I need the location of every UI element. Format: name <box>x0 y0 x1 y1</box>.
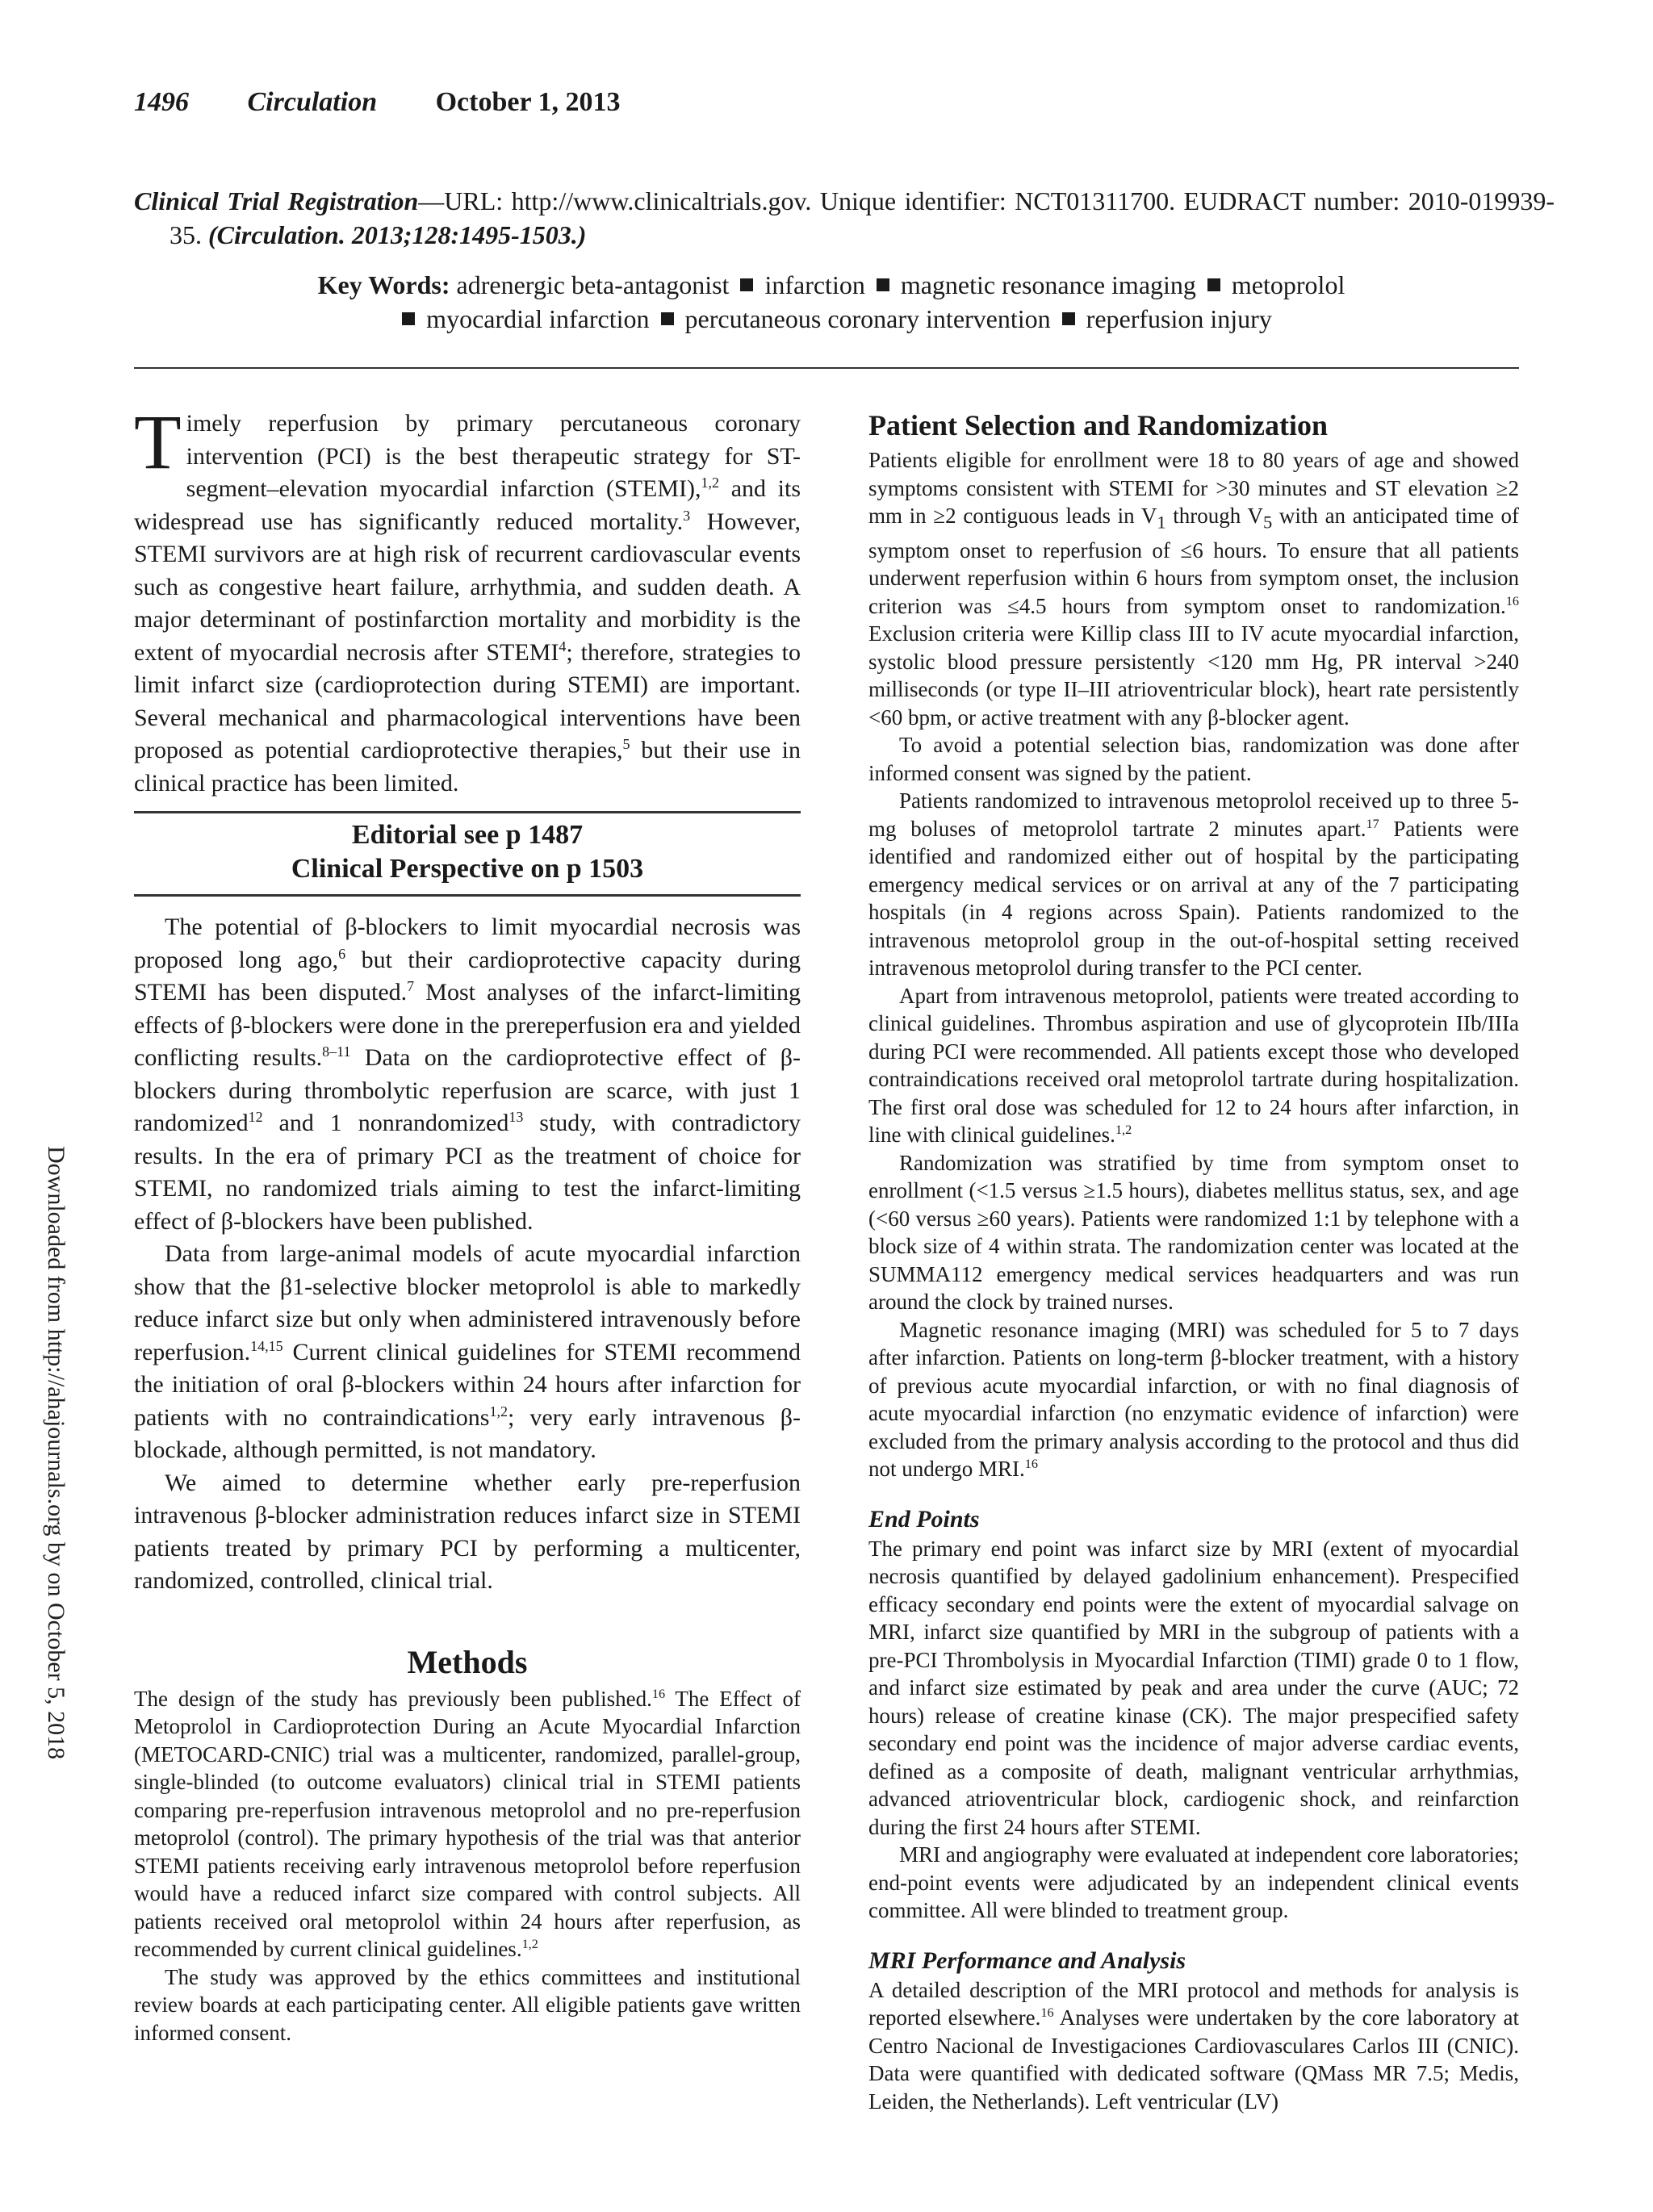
keyword: percutaneous coronary intervention <box>684 304 1051 333</box>
section-heading-patient-selection: Patient Selection and Randomization <box>868 409 1329 441</box>
body-paragraph: Randomization was stratified by time from symptom onset to enrollment (<1.5 versus ≥1.5 hours), diabetes mellitus status, sex, and age (<60 versus ≥60 years). Patients were randomized 1:1 by telephone with a block size of 4 within strata. The randomization center was located at the SUMMA112 emergency medical services headquarters and was run around the clock by trained nurses. <box>868 1150 1519 1315</box>
body-paragraph: Patients randomized to intravenous metoprolol received up to three 5-mg boluses of metoprolol tartrate 2 minutes apart.$^{17}$ Patients were identified and randomized either out of hospital by the participating emergency medical services or on arrival at any of the 7 participating hospitals (in 4 regions across Spain). Patients randomized to the intravenous metoprolol group in the out-of-hospital setting received intravenous metoprolol during transfer to the PCI center. <box>868 788 1519 981</box>
bullet-square-icon <box>877 278 889 291</box>
trial-registration <box>134 184 1555 252</box>
body-paragraph: MRI and angiography were evaluated at independent core laboratories; end-point events were adjudicated by an independent clinical events committee. All were blinded to treatment group. <box>868 1842 1519 1923</box>
body-paragraph: The primary end point was infarct size by MRI (extent of myocardial necrosis quantified by delayed gadolinium enhancement). Prespecified efficacy secondary end points were the extent of myocardial salvage on MRI, infarct size quantified by MRI in the subgroup of patients with a pre-PCI Thrombolysis in Myocardial Infarction (TIMI) grade 0 to 1 flow, and infarct size estimated by peak and area under the curve (AUC; 72 hours) release of creatine kinase (CK). The major prespecified safety secondary end point was the incidence of major adverse cardiac events, defined as a composite of death, malignant ventricular arrhythmias, advanced atrioventricular block, cardiogenic shock, and reinfarction during the first 24 hours after STEMI. <box>868 1536 1519 1839</box>
keyword: infarction <box>764 270 865 299</box>
issue-date: October 1, 2013 <box>435 87 621 117</box>
bullet-square-icon <box>661 312 674 325</box>
registration-label: Clinical Trial Registration <box>134 186 419 215</box>
editorial-box <box>134 811 801 897</box>
bullet-square-icon <box>1062 312 1075 325</box>
bullet-square-icon <box>740 278 753 291</box>
keywords-label: Key Words: <box>317 270 450 299</box>
body-paragraph: We aimed to determine whether early pre-reperfusion intravenous β-blocker administration reduces infarct size in STEMI patients treated by primary PCI by performing a multicenter, randomized, controlled, clinical trial. <box>134 1469 801 1594</box>
body-paragraph: The design of the study has previously been published.$^{16}$ The Effect of Metoprolol in Cardioprotection During an Acute Myocardial Infarction (METOCARD-CNIC) trial was a multicenter, randomized, parallel-group, single-blinded (to outcome evaluators) clinical trial in STEMI patients comparing pre-reperfusion intravenous metoprolol and no pre-reperfusion metoprolol (control). The primary hypothesis of the trial was that anterior STEMI patients receiving early intravenous metoprolol before reperfusion would have a reduced infarct size compared with control subjects. All patients received oral metoprolol within 24 hours after reperfusion, as recommended by current clinical guidelines.$^{1,2}$ <box>134 1686 801 1961</box>
right-column <box>868 408 1519 2115</box>
body-paragraph: A detailed description of the MRI protocol and methods for analysis is reported elsewhere.$^{16}$ Analyses were undertaken by the core laboratory at Centro Nacional de Investigaciones Cardiovasculares Carlos III (CNIC). Data were quantified with dedicated software (QMass MR 7.5; Medis, Leiden, the Netherlands). Left ventricular (LV) <box>868 1977 1520 2114</box>
dropcap: T <box>134 399 182 485</box>
editorial-link: Editorial see p 1487 <box>351 820 584 850</box>
bullet-square-icon <box>1207 278 1220 291</box>
intro-paragraph: Timely reperfusion by primary percutaneous coronary intervention (PCI) is the best therapeutic strategy for ST-segment–elevation myocardial infarction (STEMI),$^{1,2}$ and its widespread use has significantly reduced mortality.$^3$ However, STEMI survivors are at high risk of recurrent cardiovascular events such as congestive heart failure, arrhythmia, and sudden death. A major determinant of postinfarction mortality and morbidity is the extent of myocardial necrosis after STEMI$^4$; therefore, strategies to limit infarct size (cardioprotection during STEMI) are important. Several mechanical and pharmacological interventions have been proposed as potential cardioprotective therapies,$^5$ but their use in clinical practice has been limited. <box>134 399 801 797</box>
subsection-heading-end-points: End Points <box>868 1505 980 1533</box>
body-paragraph: Data from large-animal models of acute myocardial infarction show that the β1-selective blocker metoprolol is able to markedly reduce infarct size but only when administered intravenously before reperfusion.$^{14,15}$ Current clinical guidelines for STEMI recommend the initiation of oral β-blockers within 24 hours after infarction for patients with no contraindications$^{1,2}$; very early intravenous β-blockade, although permitted, is not mandatory. <box>134 1240 801 1463</box>
keyword: metoprolol <box>1231 270 1345 299</box>
divider <box>134 367 1519 369</box>
keywords <box>242 268 1421 336</box>
bullet-square-icon <box>402 312 415 325</box>
section-heading-methods: Methods <box>407 1643 528 1680</box>
citation: (Circulation. 2013;128:1495-1503.) <box>208 220 587 249</box>
running-head <box>134 87 672 118</box>
download-watermark: Downloaded from http://ahajournals.org by on October 5, 2018 <box>43 1146 69 1760</box>
body-paragraph: Apart from intravenous metoprolol, patients were treated according to clinical guidelines. Thrombus aspiration and use of glycoprotein IIb/IIIa during PCI were recommended. All patients except those who developed contraindications received oral metoprolol tartrate during hospitalization. The first oral dose was scheduled for 12 to 24 hours after infarction, in line with clinical guidelines.$^{1,2}$ <box>868 983 1519 1148</box>
registration-text: —URL: http://www.clinicaltrials.gov. Unique identifier: NCT01311700. EUDRACT number: 2010-019939-35. <box>169 186 1555 249</box>
body-paragraph: The potential of β-blockers to limit myocardial necrosis was proposed long ago,$^6$ but their cardioprotective capacity during STEMI has been disputed.$^7$ Most analyses of the infarct-limiting effects of β-blockers were done in the prereperfusion era and yielded conflicting results.$^{8-11}$ Data on the cardioprotective effect of β-blockers during thrombolytic reperfusion are scarce, with just 1 randomized$^{12}$ and 1 nonrandomized$^{13}$ study, with contradictory results. In the era of primary PCI as the treatment of choice for STEMI, no randomized trials aiming to test the infarct-limiting effect of β-blockers have been published. <box>134 914 801 1235</box>
keyword: reperfusion injury <box>1086 304 1272 333</box>
left-column <box>134 399 801 2047</box>
body-paragraph: To avoid a potential selection bias, randomization was done after informed consent was signed by the patient. <box>868 733 1519 785</box>
journal-name: Circulation <box>247 87 378 117</box>
keyword: myocardial infarction <box>426 304 650 333</box>
page-number: 1496 <box>134 87 189 117</box>
body-paragraph: Magnetic resonance imaging (MRI) was scheduled for 5 to 7 days after infarction. Patients on long-term β-blocker treatment, with a history of previous acute myocardial infarction, or with no final diagnosis of acute myocardial infarction (no enzymatic evidence of infarction) were excluded from the primary analysis according to the protocol and thus did not undergo MRI.$^{16}$ <box>868 1317 1519 1482</box>
clinical-perspective-link: Clinical Perspective on p 1503 <box>291 854 644 884</box>
keyword: adrenergic beta-antagonist <box>456 270 730 299</box>
body-paragraph: The study was approved by the ethics committees and institutional review boards at each participating center. All eligible patients gave written informed consent. <box>134 1964 801 2045</box>
subsection-heading-mri: MRI Performance and Analysis <box>868 1946 1186 1974</box>
body-paragraph: Patients eligible for enrollment were 18 to 80 years of age and showed symptoms consistent with STEMI for >30 minutes and ST elevation ≥2 mm in ≥2 contiguous leads in $V_1$ through $V_5$ with an anticipated time of symptom onset to reperfusion of ≤6 hours. To ensure that all patients underwent reperfusion within 6 hours from symptom onset, the inclusion criterion was ≤4.5 hours from symptom onset to randomization.$^{16}$ Exclusion criteria were Killip class III to IV acute myocardial infarction, systolic blood pressure persistently <120 mm Hg, PR interval >240 milliseconds (or type II–III atrioventricular block), heart rate persistently <60 bpm, or active treatment with any β-blocker agent. <box>868 448 1519 730</box>
keyword: magnetic resonance imaging <box>900 270 1196 299</box>
